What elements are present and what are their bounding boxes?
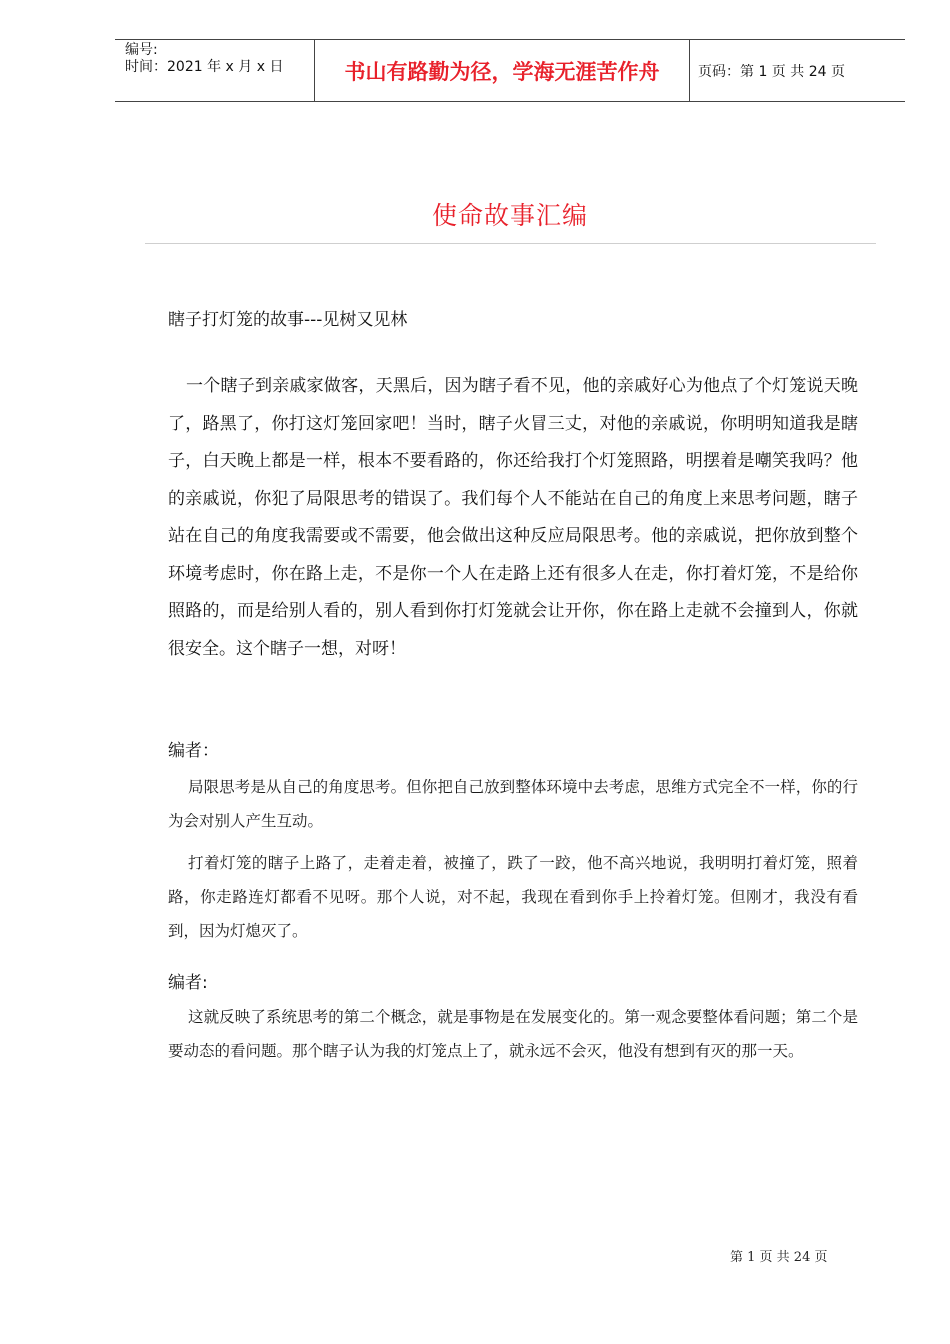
document-header <box>115 39 905 102</box>
header-meta <box>115 40 315 101</box>
header-page-info: 页码：第 1 页 共 24 页 <box>698 63 845 80</box>
time-label: 时间：2021 年 x 月 x 日 <box>125 59 284 75</box>
number-label: 编号: <box>125 42 158 58</box>
title-divider <box>145 243 876 244</box>
header-motto: 书山有路勤为径，学海无涯苦作舟 <box>315 40 690 101</box>
footer-page-info: 第 1 页 共 24 页 <box>730 1250 828 1265</box>
document-title: 使命故事汇编 <box>431 201 588 230</box>
editor-label-2: 编者: <box>168 973 208 993</box>
story-paragraph: 一个瞎子到亲戚家做客，天黑后，因为瞎子看不见，他的亲戚好心为他点了个灯笼说天晚了，路黑了，你打这灯笼回家吧！当时，瞎子火冒三丈，对他的亲戚说，你明明知道我是瞎子，白天晚上都是一样，根本不要看路的，你还给我打个灯笼照路，明摆着是嘲笑我吗？他的亲戚说，你犯了局限思考的错误了。我们每个人不能站在自己的角度上来思考问题，瞎子站在自己的角度我需要或不需要，他会做出这种反应局限思考。他的亲戚说，把你放到整个环境考虑时，你在路上走，不是你一个人在走路上还有很多人在走，你打着灯笼，不是给你照路的，而是给别人看的，别人看到你打灯笼就会让开你，你在路上走就不会撞到人，你就很安全。这个瞎子一想，对呀！ <box>168 376 858 659</box>
section-title: 瞎子打灯笼的故事---见树又见林 <box>168 310 408 330</box>
editor-note-1: 局限思考是从自己的角度思考。但你把自己放到整体环境中去考虑，思维方式完全不一样，你的行为会对别人产生互动。 <box>168 778 858 830</box>
continuation-paragraph: 打着灯笼的瞎子上路了，走着走着，被撞了，跌了一跤，他不高兴地说，我明明打着灯笼，照着路，你走路连灯都看不见呀。那个人说，对不起，我现在看到你手上拎着灯笼。但刚才，我没有看到，因为灯熄灭了。 <box>168 854 858 940</box>
editor-label-1: 编者： <box>168 741 219 761</box>
editor-note-2: 这就反映了系统思考的第二个概念，就是事物是在发展变化的。第一观念要整体看问题；第二个是要动态的看问题。那个瞎子认为我的灯笼点上了，就永远不会灭，他没有想到有灭的那一天。 <box>168 1008 858 1060</box>
